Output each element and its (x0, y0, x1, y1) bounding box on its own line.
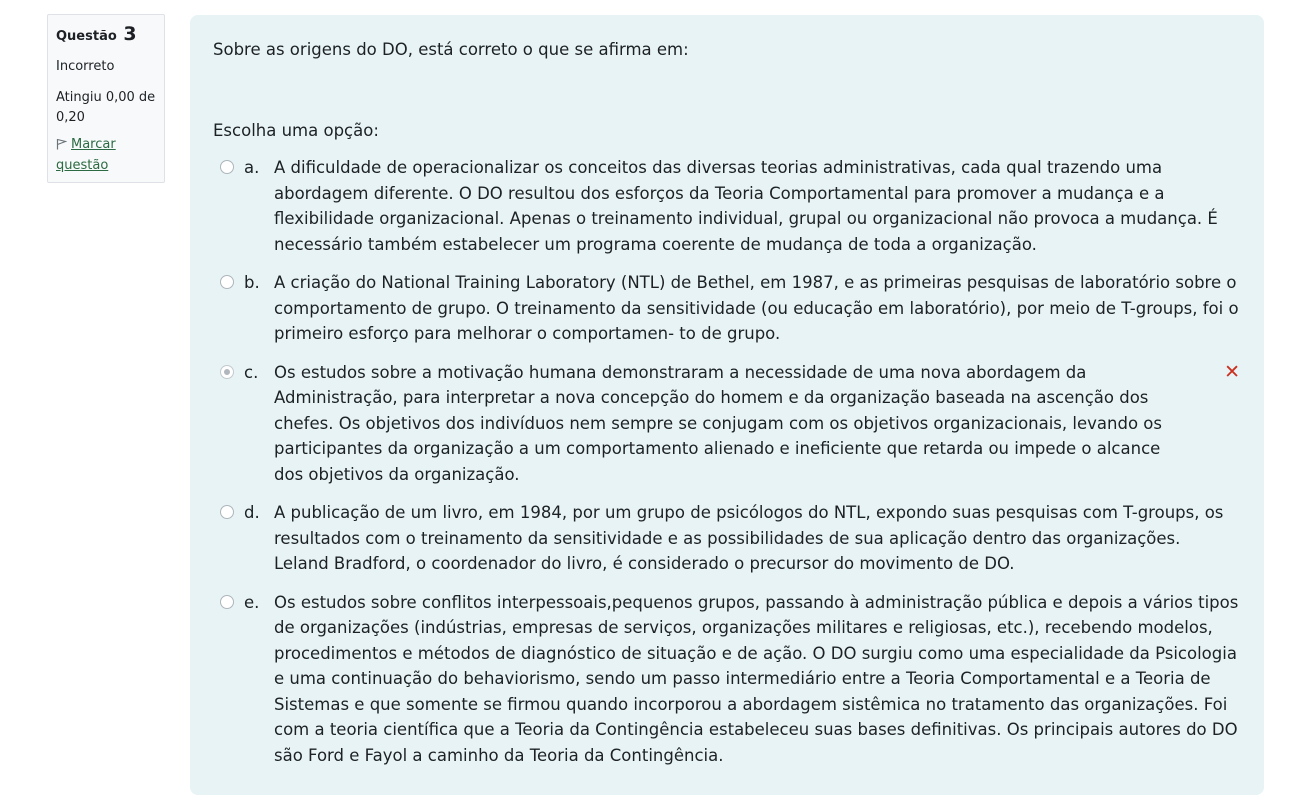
flag-question-link[interactable] (56, 137, 116, 173)
answer-option-a[interactable] (220, 155, 1240, 257)
question-text: Sobre as origens do DO, está correto o que se afirma em: (213, 40, 689, 59)
radio-option-b[interactable] (220, 275, 234, 289)
answer-option-b[interactable] (220, 270, 1240, 347)
answer-options (220, 155, 1240, 781)
question-state: Incorreto (56, 59, 115, 74)
flag-question-label[interactable]: Marcar questão (56, 137, 116, 173)
option-letter: b. (244, 273, 260, 292)
flag-icon (56, 138, 67, 150)
answer-option-c[interactable] (220, 360, 1240, 488)
radio-option-a[interactable] (220, 160, 234, 174)
option-text: A dificuldade de operacionalizar os conceitos das diversas teorias administrativas, cada qual trazendo uma abordagem diferente. O DO resultou dos esforços da Teoria Comportamental para promover a mudança e a flexibilidade organizacional. Apenas o treinamento individual, grupal ou organizacional não provoca a mudança. É necessário também estabelecer um programa coerente de mudança de toda a organização. (274, 158, 1218, 254)
flag-question-control[interactable] (56, 134, 156, 176)
option-text: A criação do National Training Laboratory (NTL) de Bethel, em 1987, e as primeiras pesquisas de laboratório sobre o comportamento de grupo. O treinamento da sensitividade (ou educação em laboratório), por meio de T-groups, foi o primeiro esforço para melhorar o comportamen- to de grupo. (274, 273, 1239, 343)
option-letter: d. (244, 503, 260, 522)
option-letter: a. (244, 158, 260, 177)
answer-option-e[interactable] (220, 590, 1240, 769)
option-letter: c. (244, 362, 259, 382)
option-text: Os estudos sobre conflitos interpessoais,pequenos grupos, passando à administração pública e depois a vários tipos de organizações (indústrias, empresas de serviços, organizações militares e religiosas, etc.), recebendo modelos, procedimentos e métodos de diagnóstico de situação e de ação. O DO surgiu como uma especialidade da Psicologia e uma continuação do behaviorismo, sendo um passo intermediário entre a Teoria Comportamental e a Teoria de Sistemas e que somente se firmou quando incorporou a abordagem sistêmica no tratamento das organizações. Foi com a teoria científica que a Teoria da Contingência estabeleceu suas bases definitivas. Os principais autores do DO são Ford e Fayol a caminho da Teoria da Contingência. (274, 592, 1239, 765)
question-title (56, 23, 156, 48)
answer-option-d[interactable] (220, 500, 1240, 577)
radio-option-c[interactable] (220, 365, 234, 379)
question-info-panel (47, 14, 165, 183)
radio-option-e[interactable] (220, 595, 234, 609)
option-text: Os estudos sobre a motivação humana demonstraram a necessidade de uma nova abordagem da Administração, para interpretar a nova concepção do homem e da organização baseada na ascenção dos chefes. Os objetivos dos indivíduos nem sempre se conjugam com os objetivos organizacionais, levando os participantes da organização a um comportamento alienado e ineficiente que retarda ou impede o alcance dos objetivos da organização. (274, 362, 1162, 484)
radio-option-d[interactable] (220, 505, 234, 519)
question-title-label: Questão (56, 29, 117, 44)
question-grade: Atingiu 0,00 de 0,20 (56, 90, 156, 125)
question-number: 3 (123, 23, 137, 45)
incorrect-icon: ✕ (1224, 360, 1240, 383)
option-text: A publicação de um livro, em 1984, por um grupo de psicólogos do NTL, expondo suas pesquisas com T-groups, os resultados com o treinamento da sensitividade e as possibilidades de sua aplicação dentro das organizações. Leland Bradford, o coordenador do livro, é considerado o precursor do movimento de DO. (274, 503, 1224, 573)
question-content (190, 15, 1264, 795)
option-letter: e. (244, 592, 260, 612)
answer-prompt: Escolha uma opção: (213, 121, 379, 140)
